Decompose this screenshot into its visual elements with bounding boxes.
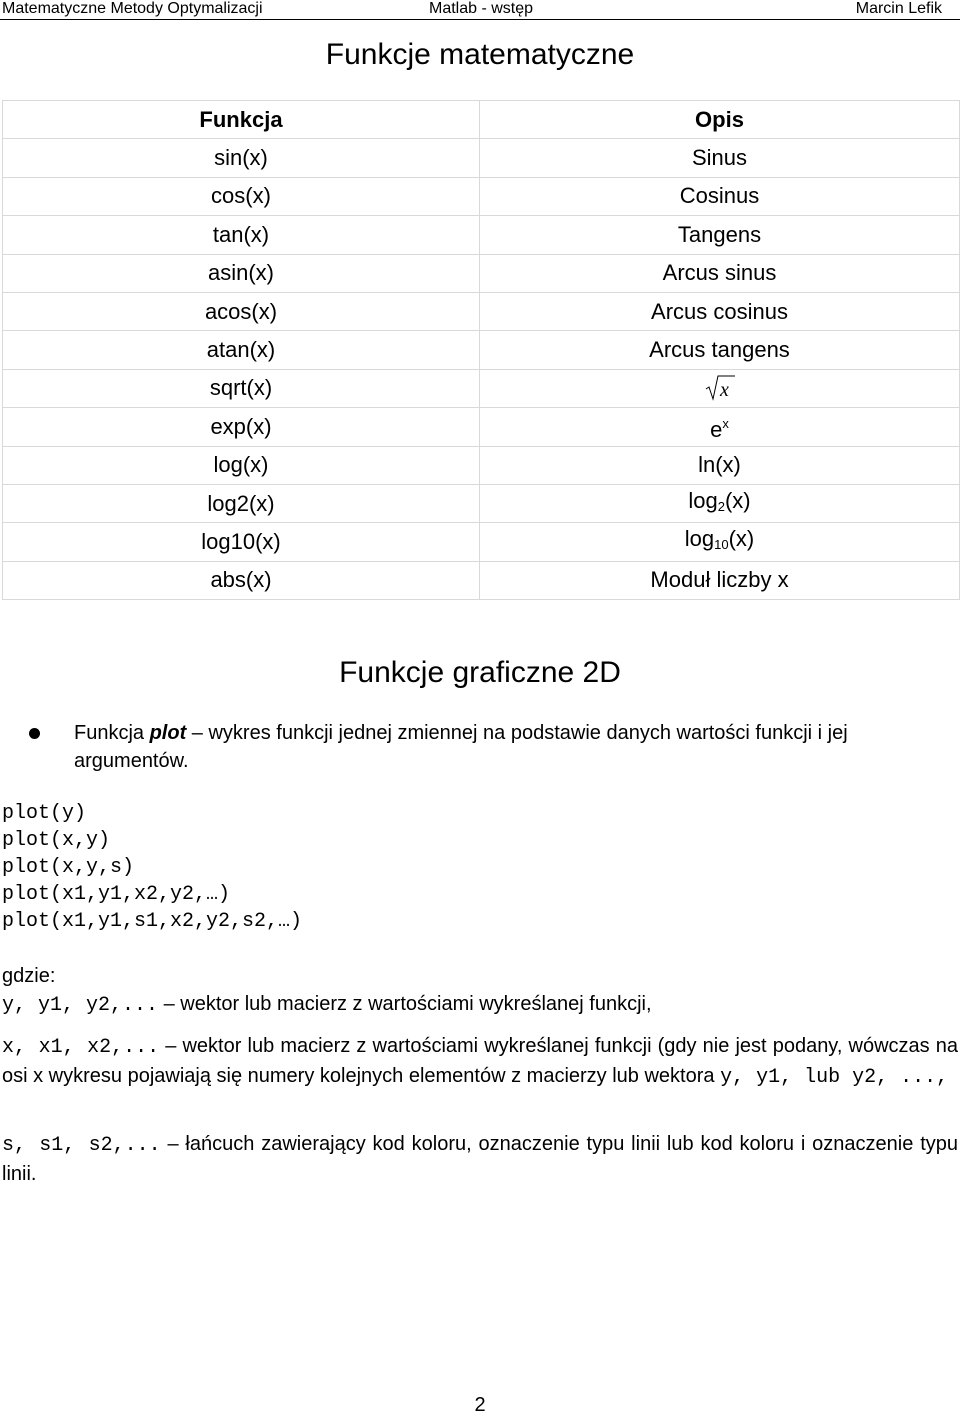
sqrt-formula bbox=[705, 374, 735, 402]
header-course: Matematyczne Metody Optymalizacji bbox=[2, 0, 263, 17]
table-row bbox=[3, 139, 960, 177]
table-header-row bbox=[3, 101, 960, 139]
code-line: plot(y) bbox=[2, 802, 87, 825]
description-cell: ln(x) bbox=[480, 446, 960, 484]
code-line: plot(x1,y1,x2,y2,…) bbox=[2, 883, 231, 906]
function-cell: exp(x) bbox=[3, 408, 480, 446]
svg-text:x: x bbox=[719, 379, 729, 402]
exp-base: e bbox=[710, 416, 723, 442]
table-row bbox=[3, 446, 960, 484]
header-author: Marcin Lefik bbox=[855, 0, 942, 17]
section-title-functions: Funkcje matematyczne bbox=[325, 38, 635, 71]
function-cell: sin(x) bbox=[3, 139, 480, 177]
table-row bbox=[3, 331, 960, 369]
code-line: plot(x,y) bbox=[2, 829, 111, 852]
definition-x: x, x1, x2,... – wektor lub macierz z wartościami wykreślanej funkcji (gdy nie jest podany, wówczas na osi x wykresu pojawiają się numery kolejnych elementów z macierzy lub wektora y, y1, lub y2, ..., bbox=[2, 1035, 958, 1089]
function-cell: cos(x) bbox=[3, 177, 480, 215]
table-row bbox=[3, 484, 960, 522]
description-cell: $\log_2(x)$ bbox=[480, 484, 960, 522]
table-row bbox=[3, 408, 960, 446]
column-header-description: Opis bbox=[480, 101, 960, 139]
bullet-text: Funkcja plot – wykres funkcji jednej zmiennej na podstawie danych wartości funkcji i jej argumentów. bbox=[74, 722, 848, 772]
function-cell: asin(x) bbox=[3, 254, 480, 292]
definition-y: y, y1, y2,... – wektor lub macierz z wartościami wykreślanej funkcji, bbox=[2, 993, 652, 1017]
section-title-graphics: Funkcje graficzne 2D bbox=[339, 656, 621, 689]
table-row bbox=[3, 177, 960, 215]
exp-superscript: x bbox=[722, 415, 729, 431]
header-divider bbox=[0, 19, 960, 20]
header-topic: Matlab - wstęp bbox=[429, 0, 534, 17]
page-number: 2 bbox=[474, 1394, 486, 1416]
code-line: plot(x,y,s) bbox=[2, 856, 135, 879]
table-row bbox=[3, 561, 960, 599]
description-cell bbox=[480, 369, 960, 407]
definition-s: s, s1, s2,... – łańcuch zawierający kod koloru, oznaczenie typu linii lub kod koloru i oznaczenie typu linii. bbox=[2, 1133, 958, 1185]
table-row bbox=[3, 216, 960, 254]
code-block bbox=[2, 800, 302, 935]
description-cell: Cosinus bbox=[480, 177, 960, 215]
description-cell: Arcus sinus bbox=[480, 254, 960, 292]
where-label: gdzie: bbox=[2, 965, 56, 987]
description-cell: Arcus cosinus bbox=[480, 292, 960, 330]
description-cell: Arcus tangens bbox=[480, 331, 960, 369]
code-line: plot(x1,y1,s1,x2,y2,s2,…) bbox=[2, 910, 303, 933]
table-row bbox=[3, 292, 960, 330]
function-cell: acos(x) bbox=[3, 292, 480, 330]
column-header-function: Funkcja bbox=[3, 101, 480, 139]
function-cell: tan(x) bbox=[3, 216, 480, 254]
function-cell: log(x) bbox=[3, 446, 480, 484]
function-cell: atan(x) bbox=[3, 331, 480, 369]
table-row bbox=[3, 523, 960, 561]
description-cell bbox=[480, 408, 960, 446]
page-header bbox=[0, 0, 960, 20]
description-cell: $\log_{10}(x)$ bbox=[480, 523, 960, 561]
description-cell: Tangens bbox=[480, 216, 960, 254]
table-row bbox=[3, 369, 960, 407]
description-cell: Moduł liczby x bbox=[480, 561, 960, 599]
plot-keyword: plot bbox=[149, 722, 187, 744]
table-row bbox=[3, 254, 960, 292]
function-cell: log2(x) bbox=[3, 484, 480, 522]
description-cell: Sinus bbox=[480, 139, 960, 177]
function-cell: log10(x) bbox=[3, 523, 480, 561]
function-cell: sqrt(x) bbox=[3, 369, 480, 407]
bullet-icon bbox=[29, 728, 40, 739]
function-cell: abs(x) bbox=[3, 561, 480, 599]
functions-table bbox=[2, 100, 960, 600]
